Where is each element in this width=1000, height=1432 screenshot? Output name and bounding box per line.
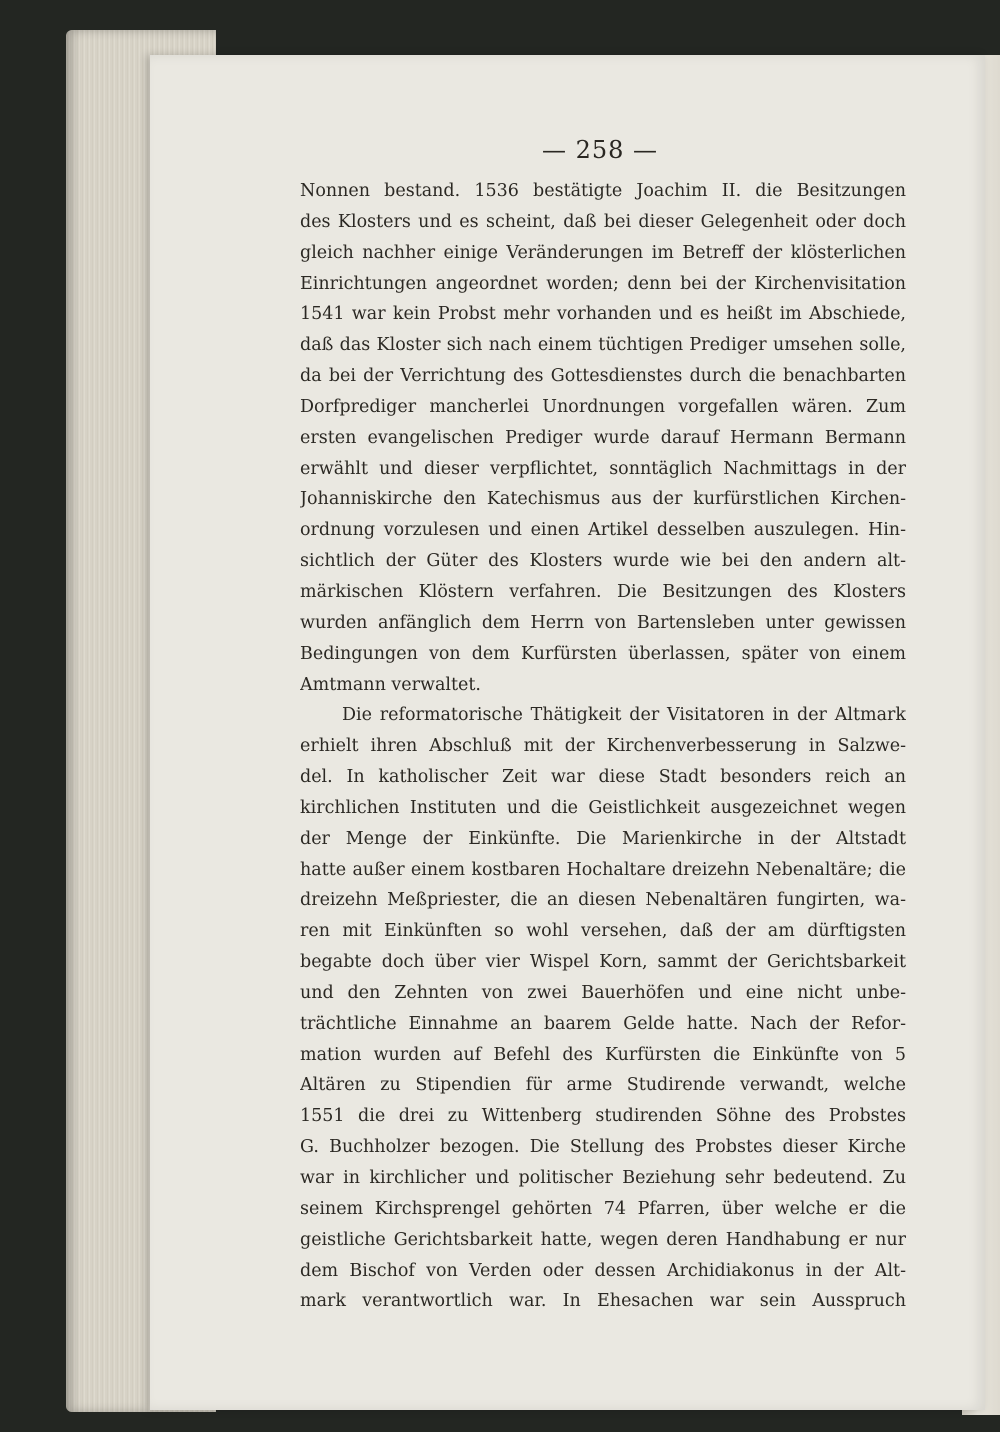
page-number: — 258 — <box>541 136 659 164</box>
text-line: sichtlich der Güter des Klosters wurde wie bei den andern alt- <box>300 551 906 572</box>
text-line: trächtliche Einnahme an baarem Gelde hatte. Nach der Refor- <box>300 1013 906 1034</box>
text-line: Dorfprediger mancherlei Unordnungen vorgefallen wären. Zum <box>300 396 906 417</box>
text-line: Einrichtungen angeordnet worden; denn bei der Kirchenvisitation <box>300 273 906 294</box>
text-line: wurden anfänglich dem Herrn von Bartensleben unter gewissen <box>300 612 906 633</box>
text-line: erwählt und dieser verpflichtet, sonntäglich Nachmittags in der <box>300 458 906 479</box>
text-line: ersten evangelischen Prediger wurde darauf Hermann Bermann <box>300 427 906 448</box>
text-line: geistliche Gerichtsbarkeit hatte, wegen deren Handhabung er nur <box>300 1229 906 1250</box>
text-line: Johanniskirche den Katechismus aus der kurfürstlichen Kirchen- <box>300 489 906 510</box>
text-line: Die reformatorische Thätigkeit der Visitatoren in der Altmark <box>342 705 906 726</box>
text-line: Altären zu Stipendien für arme Studirende verwandt, welche <box>300 1075 906 1096</box>
text-line: gleich nachher einige Veränderungen im Betreff der klösterlichen <box>300 242 906 263</box>
text-line: 1551 die drei zu Wittenberg studirenden Söhne des Probstes <box>300 1106 906 1127</box>
text-line: ordnung vorzulesen und einen Artikel desselben auszulegen. Hin- <box>300 520 906 541</box>
text-line: begabte doch über vier Wispel Korn, sammt der Gerichtsbarkeit <box>300 952 906 973</box>
text-line: war in kirchlicher und politischer Beziehung sehr bedeutend. Zu <box>300 1168 906 1188</box>
text-line: Amtmann verwaltet. <box>300 674 481 695</box>
text-line: der Menge der Einkünfte. Die Marienkirche in der Altstadt <box>300 828 906 849</box>
text-line: da bei der Verrichtung des Gottesdienstes durch die benachbarten <box>300 366 906 387</box>
text-line: des Klosters und es scheint, daß bei dieser Gelegenheit oder doch <box>300 211 906 232</box>
text-line: ren mit Einkünften so wohl versehen, daß der am dürftigsten <box>300 921 906 942</box>
text-line: kirchlichen Instituten und die Geistlichkeit ausgezeichnet wegen <box>300 797 906 818</box>
text-line: hatte außer einem kostbaren Hochaltare dreizehn Nebenaltäre; die <box>300 859 906 880</box>
text-line: mark verantwortlich war. In Ehesachen war sein Ausspruch <box>300 1291 906 1312</box>
text-line: 1541 war kein Probst mehr vorhanden und es heißt im Abschiede, <box>300 304 906 325</box>
text-line: seinem Kirchsprengel gehörten 74 Pfarren, über welche er die <box>300 1198 906 1219</box>
text-line: erhielt ihren Abschluß mit der Kirchenverbesserung in Salzwe- <box>300 736 906 757</box>
text-line: del. In katholischer Zeit war diese Stadt besonders reich an <box>300 767 906 788</box>
body-text <box>300 176 906 1317</box>
text-line: Bedingungen von dem Kurfürsten überlassen, später von einem <box>300 643 906 664</box>
text-line: märkischen Klöstern verfahren. Die Besitzungen des Klosters <box>300 581 906 602</box>
text-line: G. Buchholzer bezogen. Die Stellung des Probstes dieser Kirche <box>300 1137 906 1158</box>
text-line: mation wurden auf Befehl des Kurfürsten die Einkünfte von 5 <box>300 1044 906 1065</box>
text-line: dreizehn Meßpriester, die an diesen Nebenaltären fungirten, wa- <box>300 890 906 911</box>
text-line: daß das Kloster sich nach einem tüchtigen Prediger umsehen solle, <box>300 335 906 356</box>
text-line: Nonnen bestand. 1536 bestätigte Joachim II. die Besitzungen <box>300 181 906 201</box>
text-line: und den Zehnten von zwei Bauerhöfen und eine nicht unbe- <box>300 982 906 1003</box>
text-line: dem Bischof von Verden oder dessen Archidiakonus in der Alt- <box>300 1260 906 1281</box>
